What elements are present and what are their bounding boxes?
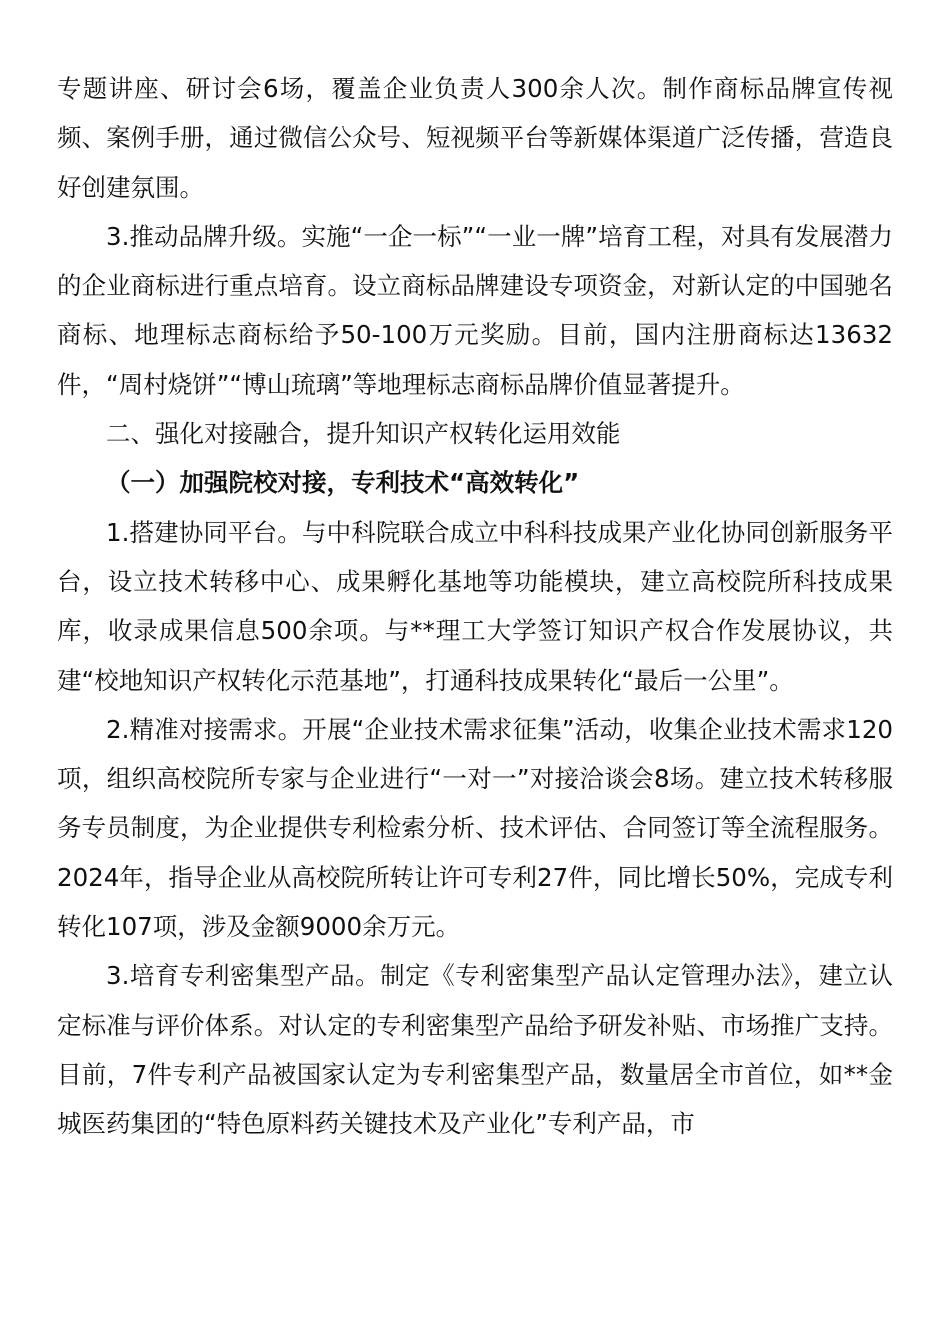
body-paragraph-brand-upgrade: 3.推动品牌升级。实施“一企一标”“一业一牌”培育工程，对具有发展潜力的企业商标进行重点培育。设立商标品牌建设专项资金，对新认定的中国驰名商标、地理标志商标给予50-100万元奖励。目前，国内注册商标达13632件，“周村烧饼”“博山琉璃”等地理标志商标品牌价值显著提升。	[57, 221, 893, 399]
body-paragraph-continuation: 专题讲座、研讨会6场，覆盖企业负责人300余人次。制作商标品牌宣传视频、案例手册，通过微信公众号、短视频平台等新媒体渠道广泛传播，营造良好创建氛围。	[57, 74, 893, 202]
body-paragraph-demand: 2.精准对接需求。开展“企业技术需求征集”活动，收集企业技术需求120项，组织高校院所专家与企业进行“一对一”对接洽谈会8场。建立技术转移服务专员制度，为企业提供专利检索分析、技术评估、合同签订等全流程服务。2024年，指导企业从高校院所转让许可专利27件，同比增长50%，完成专利转化107项，涉及金额9000余万元。	[57, 714, 893, 942]
body-paragraph-platform: 1.搭建协同平台。与中科院联合成立中科科技成果产业化协同创新服务平台，设立技术转移中心、成果孵化基地等功能模块，建立高校院所科技成果库，收录成果信息500余项。与**理工大学签订知识产权合作发展协议，共建“校地知识产权转化示范基地”，打通科技成果转化“最后一公里”。	[57, 517, 893, 695]
document-page	[57, 64, 893, 1149]
body-paragraph-patent-products: 3.培育专利密集型产品。制定《专利密集型产品认定管理办法》，建立认定标准与评价体系。对认定的专利密集型产品给予研发补贴、市场推广支持。目前，7件专利产品被国家认定为专利密集型产品，数量居全市首位，如**金城医药集团的“特色原料药关键技术及产业化”专利产品，市	[57, 961, 893, 1139]
section-heading-2: 二、强化对接融合，提升知识产权转化运用效能	[106, 419, 621, 449]
subsection-heading-1: （一）加强院校对接，专利技术“高效转化”	[106, 468, 580, 498]
